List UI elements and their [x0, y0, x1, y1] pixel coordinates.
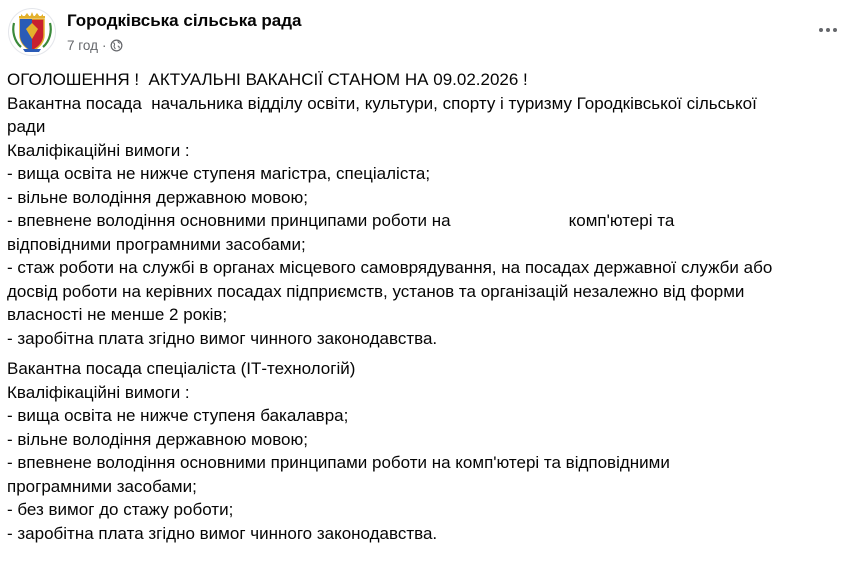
post-line: - стаж роботи на службі в органах місцевого самоврядування, на посадах державної служби або: [7, 258, 773, 277]
post-timestamp[interactable]: 7 год: [67, 38, 98, 53]
post-line: - заробітна плата згідно вимог чинного законодавства.: [7, 523, 438, 543]
post-body: [7, 68, 853, 545]
more-dots-icon: [819, 28, 823, 32]
post-line: відповідними програмними засобами;: [7, 234, 306, 254]
post-line: - вища освіта не нижче ступеня магістра, спеціаліста;: [7, 164, 431, 183]
post-line: ОГОЛОШЕННЯ ! АКТУАЛЬНІ ВАКАНСІЇ СТАНОМ НА 09.02.2026 !: [7, 70, 528, 89]
post-line: програмними засобами;: [7, 476, 197, 496]
page-name-link[interactable]: Городківська сільська рада: [67, 11, 302, 30]
post-line: Вакантна посада спеціаліста (ІТ-технологій): [7, 359, 356, 378]
meta-separator: ·: [101, 38, 107, 53]
post-meta: [67, 38, 123, 53]
page-avatar[interactable]: [8, 8, 56, 56]
post-line: - вільне володіння державною мовою;: [7, 187, 308, 207]
post-line: - впевнене володіння основними принципами роботи на комп'ютері та: [7, 211, 675, 230]
post-line: Кваліфікаційні вимоги :: [7, 140, 190, 160]
post-header: [8, 8, 849, 60]
post-line: ради: [7, 117, 46, 136]
post-line: власності не менше 2 років;: [7, 305, 228, 324]
coat-of-arms-icon: [9, 9, 55, 55]
post-line: досвід роботи на керівних посадах підприємств, установ та організацій незалежно від форми: [7, 281, 745, 301]
post-line: - вільне володіння державною мовою;: [7, 429, 308, 449]
post-line: Кваліфікаційні вимоги :: [7, 382, 190, 402]
post-line: - заробітна плата згідно вимог чинного законодавства.: [7, 328, 438, 348]
post-line: Вакантна посада начальника відділу освіти, культури, спорту і туризму Городківської сільської: [7, 93, 757, 113]
post-line: - вища освіта не нижче ступеня бакалавра;: [7, 406, 349, 425]
post-line: - без вимог до стажу роботи;: [7, 500, 234, 519]
globe-icon[interactable]: [110, 39, 123, 52]
post-line: - впевнене володіння основними принципами роботи на комп'ютері та відповідними: [7, 453, 670, 472]
more-options-button[interactable]: [813, 18, 843, 42]
